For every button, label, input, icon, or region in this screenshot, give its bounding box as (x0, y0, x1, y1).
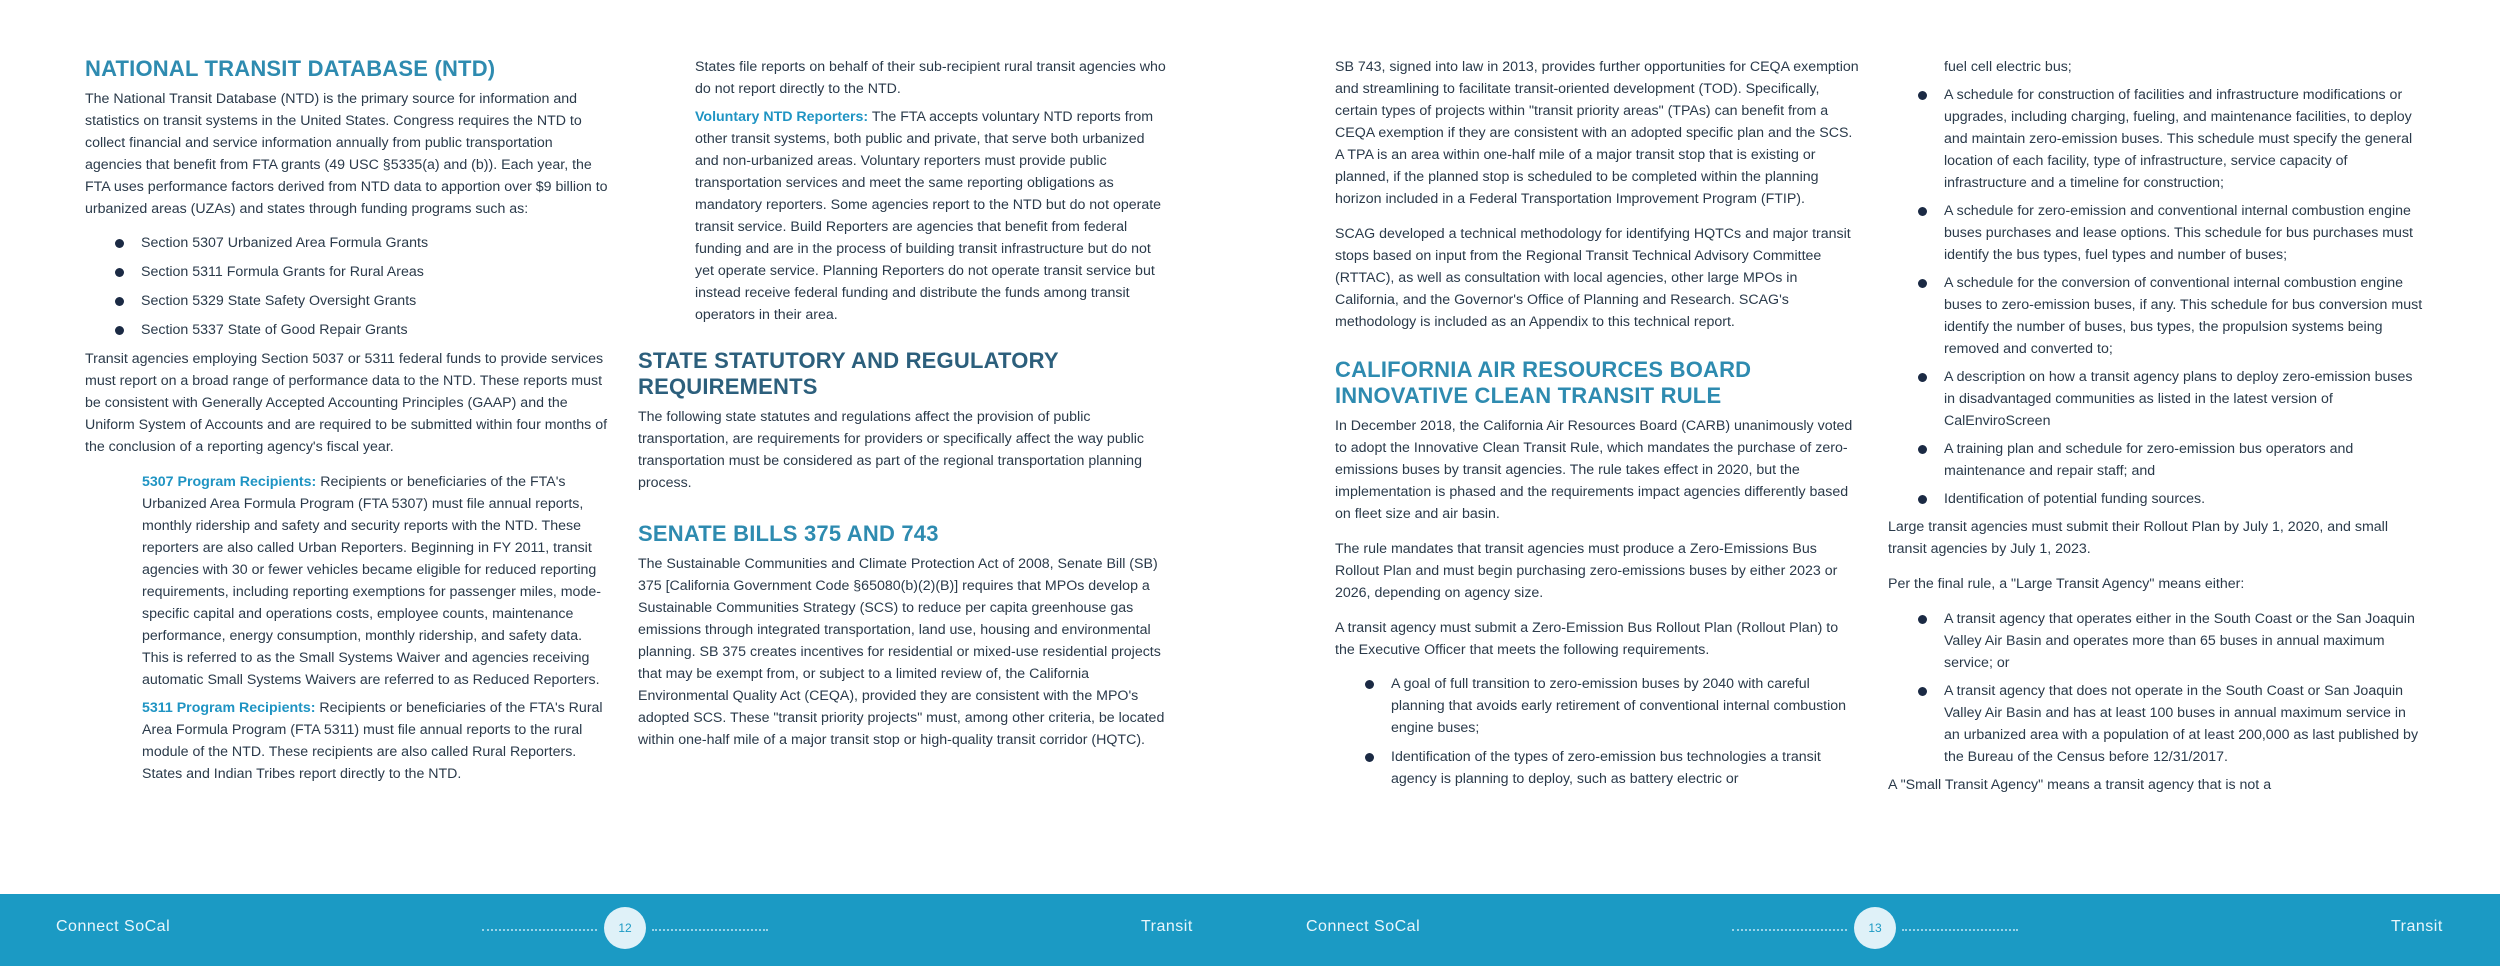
rollout-plan-para: A transit agency must submit a Zero-Emission Bus Rollout Plan (Rollout Plan) to the Executive Officer that meets the following requirements. (1335, 620, 1839, 658)
page-footer (0, 894, 2500, 966)
footer-dots-right-b (1902, 929, 2018, 931)
ntd-programs-list (85, 232, 610, 341)
senate-bills-para: The Sustainable Communities and Climate Protection Act of 2008, Senate Bill (SB) 375 [California Government Code §65080(b)(2)(B)] requires that MPOs develop a Sustainable Communities Strategy (SCS) to reduce per capita greenhouse gas emissions through integrated transportation, land use, housing and environmental planning. SB 375 creates incentives for residential or mixed-use residential projects that may be exempt from, or subject to a limited review of, the California Environmental Quality Act (CEQA), provided they are consistent with the MPO's adopted SCS. These "transit priority projects" must, among other criteria, be located within one-half mile of a major transit stop or high-quality transit corridor (HQTC). (638, 556, 1165, 748)
column-1 (85, 56, 610, 798)
heading-carb-rule: CALIFORNIA AIR RESOURCES BOARD INNOVATIVE CLEAN TRANSIT RULE (1335, 357, 1752, 408)
footer-brand-right: Connect SoCal (1306, 918, 1421, 935)
footer-brand-left: Connect SoCal (56, 918, 171, 935)
list-item: A goal of full transition to zero-emission buses by 2040 with careful planning that avoids early retirement of conventional internal combustion engine buses; (1335, 673, 1860, 739)
bullet-continued: fuel cell electric bus; (1944, 59, 2072, 75)
rollout-deadline-para: Large transit agencies must submit their Rollout Plan by July 1, 2020, and small transit agencies by July 1, 2023. (1888, 519, 2388, 557)
footer-dots-left-b (652, 929, 768, 931)
page-number-left: 12 (604, 907, 646, 949)
heading-ntd: NATIONAL TRANSIT DATABASE (NTD) (85, 56, 496, 81)
list-item: A description on how a transit agency plans to deploy zero-emission buses in disadvantaged communities as listed in the latest version of CalEnviroScreen (1888, 366, 2423, 432)
list-item: A training plan and schedule for zero-emission bus operators and maintenance and repair staff; and (1888, 438, 2423, 482)
scag-methodology-para: SCAG developed a technical methodology for identifying HQTCs and major transit stops based on input from the Regional Transit Technical Advisory Committee (RTTAC), as well as consultation with local agencies, other large MPOs in California, and the Governor's Office of Planning and Research. SCAG's methodology is included as an Appendix to this technical report. (1335, 226, 1851, 330)
program-5311-lead: 5311 Program Recipients: (142, 700, 316, 716)
list-item: Section 5337 State of Good Repair Grants (85, 319, 610, 341)
column-4 (1888, 56, 2423, 809)
program-5311-para (85, 697, 610, 785)
voluntary-lead: Voluntary NTD Reporters: (695, 109, 869, 125)
list-item: Section 5307 Urbanized Area Formula Grants (85, 232, 610, 254)
program-5307-lead: 5307 Program Recipients: (142, 474, 317, 490)
footer-section-right: Transit (2391, 918, 2443, 935)
state-requirements-para: The following state statutes and regulations affect the provision of public transportation, are requirements for providers or specifically affect the way public transportation must be considered as part of the regional transportation planning process. (638, 409, 1144, 491)
footer-dots-left-a (482, 929, 597, 931)
column-3 (1335, 56, 1860, 797)
carb-intro-para: In December 2018, the California Air Resources Board (CARB) unanimously voted to adopt the Innovative Clean Transit Rule, which mandates the purchase of zero-emissions buses by transit agencies. The rule takes effect in 2020, but the implementation is phased and the requirements impact agencies differently based on fleet size and air basin. (1335, 418, 1853, 522)
ntd-intro: The National Transit Database (NTD) is the primary source for information and statistics on transit systems in the United States. Congress requires the NTD to collect financial and service information annually from public transportation agencies that benefit from FTA grants (49 USC §5335(a) and (b)). Each year, the FTA uses performance factors derived from NTD data to apportion over $9 billion to urbanized areas (UZAs) and states through funding programs such as: (85, 91, 608, 217)
sb743-para: SB 743, signed into law in 2013, provides further opportunities for CEQA exemption and streamlining to facilitate transit-oriented development (TOD). Specifically, certain types of projects within "transit priority areas" (TPAs) can benefit from a CEQA exemption if they are consistent with an adopted specific plan and the SCS. A TPA is an area within one-half mile of a major transit stop that is existing or planned, if the planned stop is scheduled to be completed within the planning horizon included in a Federal Transportation Improvement Program (FTIP). (1335, 59, 1859, 207)
rollout-requirements-list (1335, 673, 1860, 790)
ntd-reporting-para: Transit agencies employing Section 5037 or 5311 federal funds to provide services must report on a broad range of performance data to the NTD. These reports must be consistent with Generally Accepted Accounting Principles (GAAP) and the Uniform System of Accounts and are required to be submitted within four months of the conclusion of a reporting agency's fiscal year. (85, 351, 608, 455)
list-item: A schedule for construction of facilities and infrastructure modifications or upgrades, including charging, fueling, and maintenance facilities, to deploy and maintain zero-emission buses. This schedule must specify the general location of each facility, type of infrastructure, service capacity of infrastructure and a timeline for construction; (1888, 84, 2423, 194)
large-agency-definition: Per the final rule, a "Large Transit Agency" means either: (1888, 576, 2245, 592)
small-agency-definition: A "Small Transit Agency" means a transit agency that is not a (1888, 777, 2272, 793)
program-5311-text: Recipients or beneficiaries of the FTA's Rural Area Formula Program (FTA 5311) must file annual reports to the rural module of the NTD. These recipients are also called Rural Reporters. States and Indian Tribes report directly to the NTD. (142, 700, 603, 782)
program-5307-text: Recipients or beneficiaries of the FTA's Urbanized Area Formula Program (FTA 5307) must file annual reports, monthly ridership and safety and security reports with the NTD. These reporters are also called Urban Reporters. Beginning in FY 2011, transit agencies with 30 or fewer vehicles became eligible for reduced reporting requirements, including reporting exemptions for passenger miles, mode-specific capital and operations costs, employee counts, maintenance performance, energy consumption, monthly ridership, and safety data. This is referred to as the Small Systems Waiver and agencies receiving automatic Small Systems Waivers are referred to as Reduced Reporters. (142, 474, 601, 688)
voluntary-text: The FTA accepts voluntary NTD reports from other transit systems, both public and private, that serve both urbanized and non-urbanized areas. Voluntary reporters must provide public transportation services and meet the same reporting obligations as mandatory reporters. Some agencies report to the NTD but do not operate transit service. Build Reporters are agencies that benefit from federal funding and are in the process of building transit infrastructure but do not yet operate service. Planning Reporters do not operate transit service but instead receive federal funding and distribute the funds among transit operators in their area. (695, 109, 1162, 323)
heading-senate-bills: SENATE BILLS 375 AND 743 (638, 521, 939, 546)
program-5307-para (85, 471, 610, 691)
list-item: Identification of the types of zero-emission bus technologies a transit agency is planning to deploy, such as battery electric or (1335, 746, 1860, 790)
column-2 (638, 56, 1168, 764)
ntd-continued: States file reports on behalf of their sub-recipient rural transit agencies who do not report directly to the NTD. (695, 59, 1166, 97)
list-item: Identification of potential funding sources. (1888, 488, 2423, 510)
page-number-right: 13 (1854, 907, 1896, 949)
list-item: Section 5311 Formula Grants for Rural Areas (85, 261, 610, 283)
large-agency-criteria-list (1888, 608, 2423, 768)
rollout-requirements-list-cont (1888, 84, 2423, 510)
list-item: A schedule for the conversion of conventional internal combustion engine buses to zero-emission buses, if any. This schedule for bus conversion must identify the number of buses, bus types, the propulsion systems being removed and converted to; (1888, 272, 2423, 360)
footer-dots-right-a (1732, 929, 1847, 931)
footer-section-left: Transit (1141, 918, 1193, 935)
list-item: Section 5329 State Safety Oversight Grants (85, 290, 610, 312)
voluntary-reporters-para (638, 106, 1168, 326)
list-item: A transit agency that does not operate in the South Coast or San Joaquin Valley Air Basin and has at least 100 buses in annual maximum service in an urbanized area with a population of at least 200,000 as last published by the Bureau of the Census before 12/31/2017. (1888, 680, 2423, 768)
carb-mandate-para: The rule mandates that transit agencies must produce a Zero-Emissions Bus Rollout Plan and must begin purchasing zero-emissions buses by either 2023 or 2026, depending on agency size. (1335, 541, 1838, 601)
heading-state-requirements: STATE STATUTORY AND REGULATORY REQUIREMENTS (638, 348, 1059, 399)
list-item: A schedule for zero-emission and conventional internal combustion engine buses purchases and lease options. This schedule for bus purchases must identify the bus types, fuel types and number of buses; (1888, 200, 2423, 266)
list-item: A transit agency that operates either in the South Coast or the San Joaquin Valley Air Basin and operates more than 65 buses in annual maximum service; or (1888, 608, 2423, 674)
